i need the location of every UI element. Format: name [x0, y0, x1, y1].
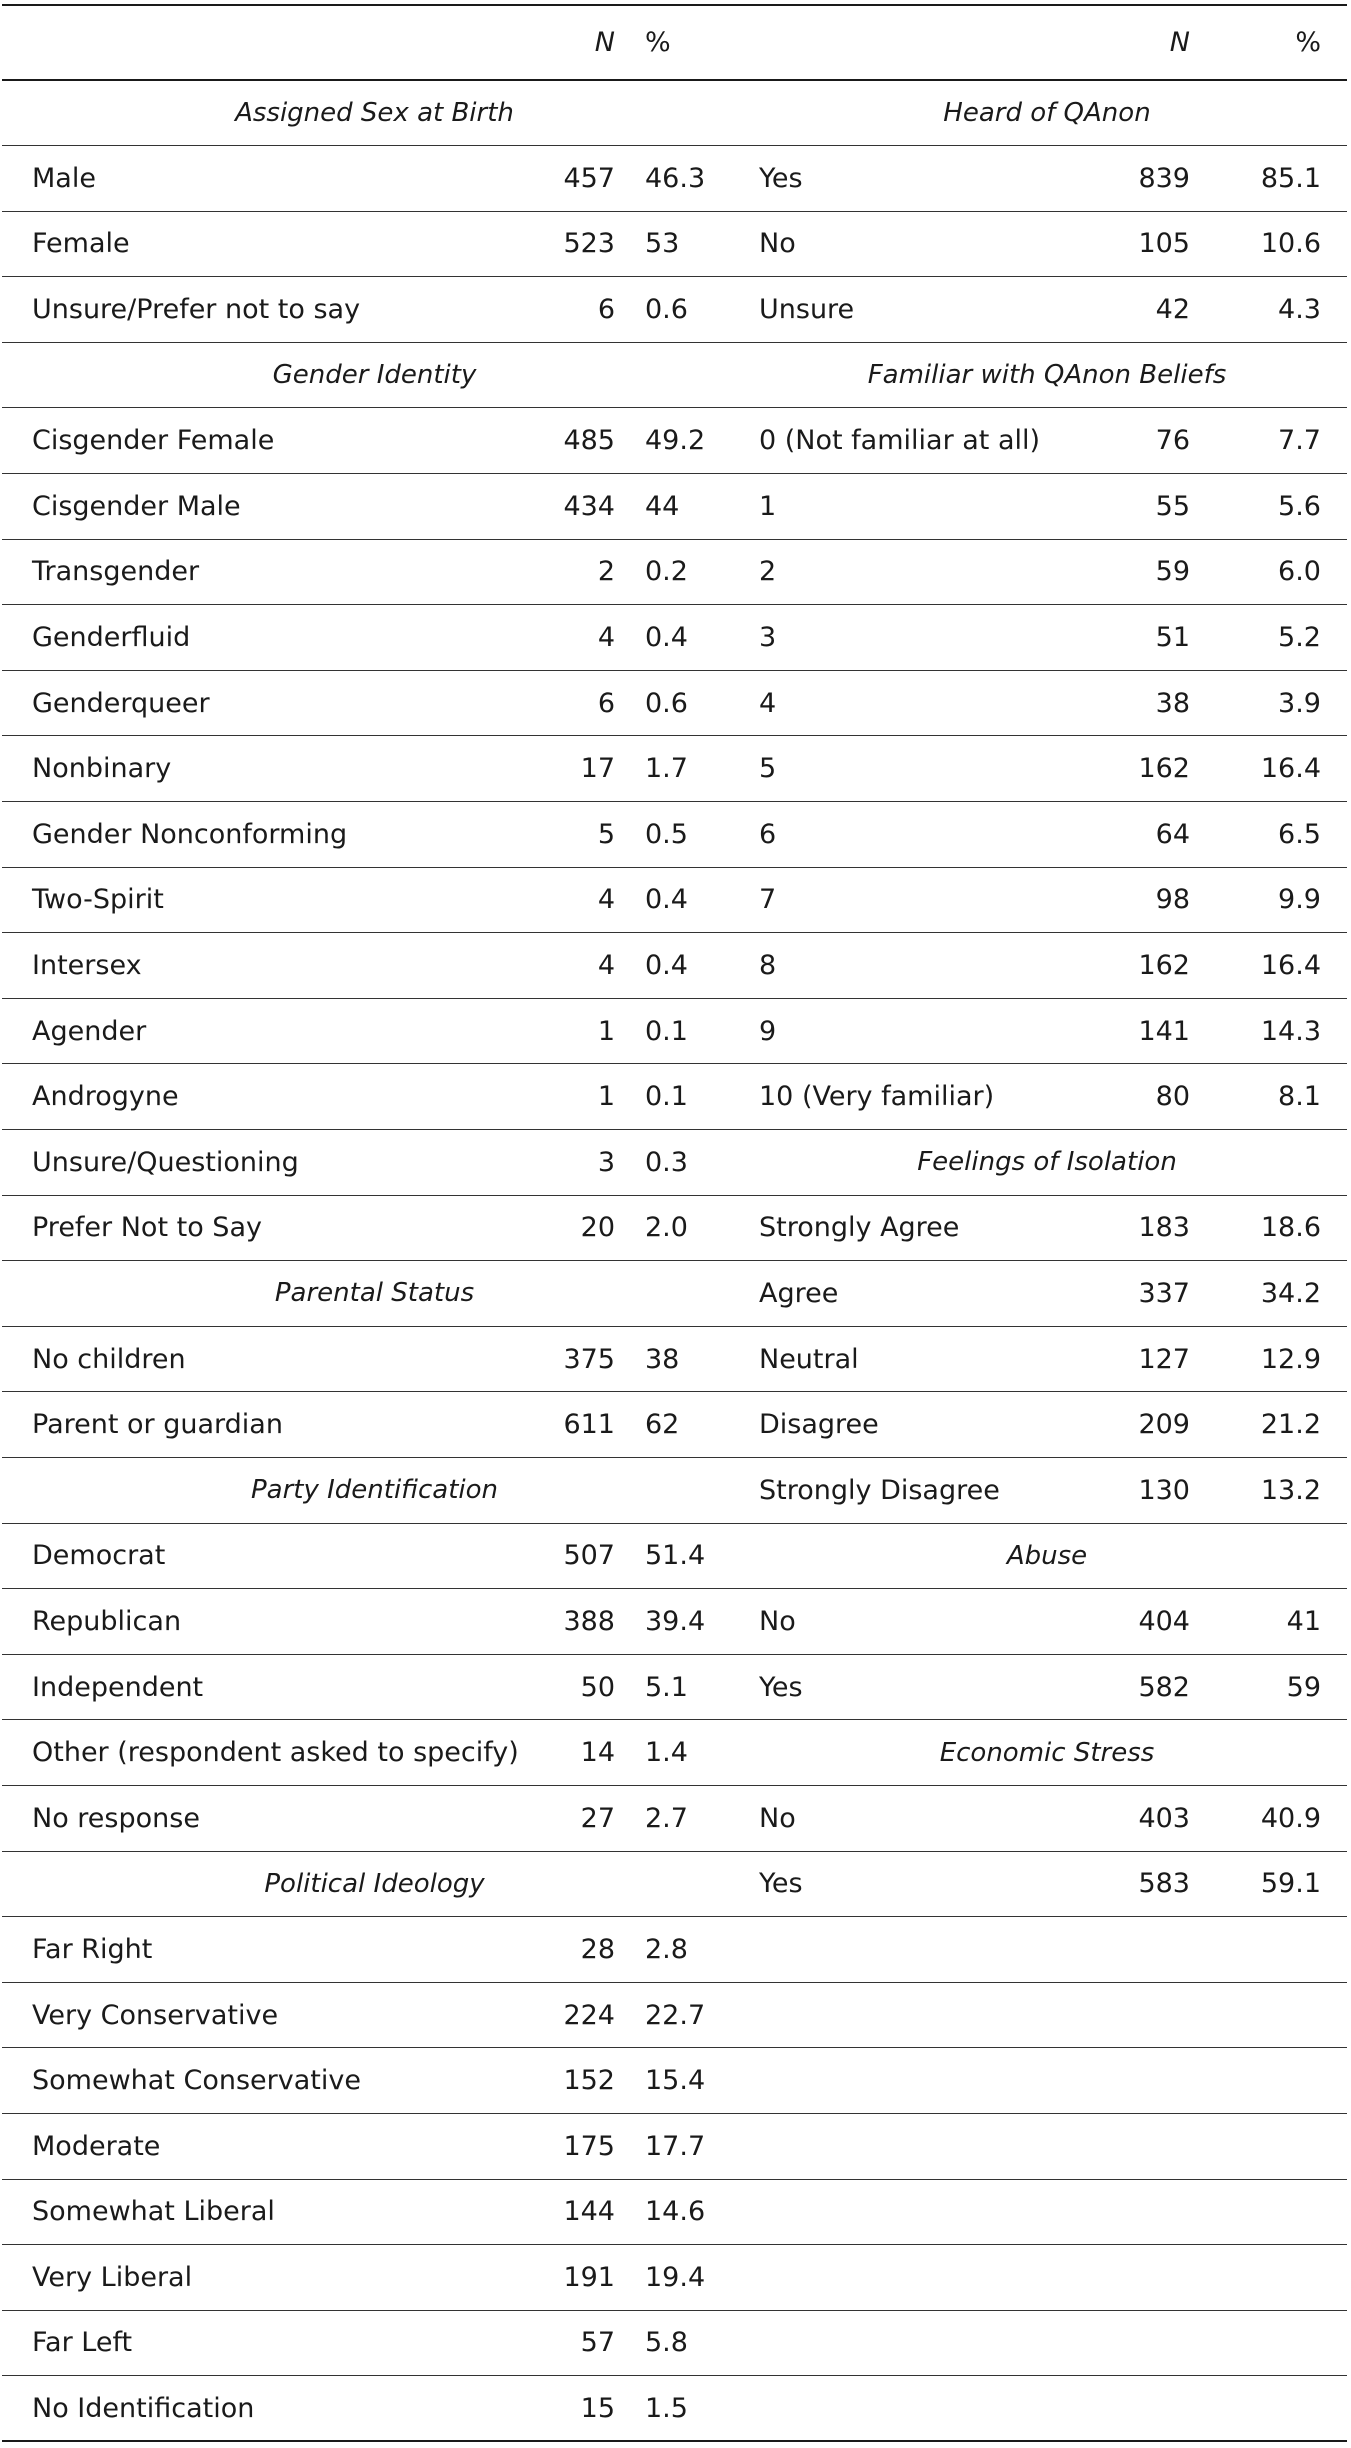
- table-row: [2, 277, 1347, 343]
- table-row: [2, 474, 1347, 540]
- left-count-cell: 507: [532, 1523, 627, 1589]
- right-percent-cell: 4.3: [1202, 277, 1347, 343]
- table-row: [2, 1392, 1347, 1458]
- left-count-cell: 2: [532, 539, 627, 605]
- left-row-label: Democrat: [2, 1523, 532, 1589]
- right-count-cell: 98: [1097, 867, 1202, 933]
- right-row-label: 4: [747, 670, 1097, 736]
- table-row: [2, 1130, 1347, 1196]
- table-row: [2, 2113, 1347, 2179]
- right-row-label: Strongly Disagree: [747, 1457, 1097, 1523]
- left-count-cell: 375: [532, 1326, 627, 1392]
- right-count-cell: 162: [1097, 933, 1202, 999]
- table-row: [2, 802, 1347, 868]
- right-row-label: No: [747, 1785, 1097, 1851]
- right-row-label: 2: [747, 539, 1097, 605]
- table-row: [2, 1785, 1347, 1851]
- left-row-label: Very Conservative: [2, 1982, 532, 2048]
- right-count-cell: 337: [1097, 1261, 1202, 1327]
- left-percent-cell: 2.8: [627, 1917, 747, 1983]
- right-percent-cell: 16.4: [1202, 736, 1347, 802]
- left-row-label: Agender: [2, 998, 532, 1064]
- header-blank-left: [2, 5, 532, 80]
- right-row-label: 0 (Not familiar at all): [747, 408, 1097, 474]
- right-row-label: 8: [747, 933, 1097, 999]
- right-row-label: No: [747, 211, 1097, 277]
- table-row: [2, 2376, 1347, 2442]
- right-empty-cell: [747, 2376, 1347, 2442]
- left-row-label: Nonbinary: [2, 736, 532, 802]
- left-percent-cell: 1.5: [627, 2376, 747, 2442]
- right-count-cell: 130: [1097, 1457, 1202, 1523]
- table-row: [2, 408, 1347, 474]
- right-percent-cell: 7.7: [1202, 408, 1347, 474]
- left-percent-cell: 0.4: [627, 867, 747, 933]
- left-section-heading: Assigned Sex at Birth: [2, 80, 747, 146]
- right-row-label: Disagree: [747, 1392, 1097, 1458]
- right-percent-cell: 16.4: [1202, 933, 1347, 999]
- left-count-cell: 152: [532, 2048, 627, 2114]
- left-count-cell: 457: [532, 146, 627, 212]
- table-row: [2, 605, 1347, 671]
- right-percent-cell: 18.6: [1202, 1195, 1347, 1261]
- left-percent-cell: 0.1: [627, 1064, 747, 1130]
- table-row: [2, 1064, 1347, 1130]
- left-count-cell: 434: [532, 474, 627, 540]
- right-percent-cell: 41: [1202, 1589, 1347, 1655]
- left-percent-cell: 0.5: [627, 802, 747, 868]
- left-row-label: Parent or guardian: [2, 1392, 532, 1458]
- left-percent-cell: 22.7: [627, 1982, 747, 2048]
- table-row: [2, 1523, 1347, 1589]
- right-percent-cell: 12.9: [1202, 1326, 1347, 1392]
- left-percent-cell: 19.4: [627, 2245, 747, 2311]
- right-empty-cell: [747, 2245, 1347, 2311]
- right-percent-cell: 34.2: [1202, 1261, 1347, 1327]
- right-row-label: No: [747, 1589, 1097, 1655]
- left-row-label: Genderqueer: [2, 670, 532, 736]
- left-percent-cell: 5.1: [627, 1654, 747, 1720]
- left-row-label: Prefer Not to Say: [2, 1195, 532, 1261]
- table-row: [2, 1457, 1347, 1523]
- left-count-cell: 388: [532, 1589, 627, 1655]
- right-percent-cell: 6.5: [1202, 802, 1347, 868]
- right-count-cell: 76: [1097, 408, 1202, 474]
- left-count-cell: 224: [532, 1982, 627, 2048]
- left-count-cell: 485: [532, 408, 627, 474]
- left-count-cell: 4: [532, 867, 627, 933]
- table-row: [2, 1195, 1347, 1261]
- table-row: [2, 998, 1347, 1064]
- left-percent-cell: 0.4: [627, 605, 747, 671]
- left-count-cell: 6: [532, 670, 627, 736]
- left-percent-cell: 51.4: [627, 1523, 747, 1589]
- left-percent-cell: 39.4: [627, 1589, 747, 1655]
- left-percent-cell: 5.8: [627, 2310, 747, 2376]
- header-pct-left: %: [627, 5, 747, 80]
- left-row-label: Cisgender Female: [2, 408, 532, 474]
- right-count-cell: 59: [1097, 539, 1202, 605]
- right-count-cell: 42: [1097, 277, 1202, 343]
- left-row-label: Androgyne: [2, 1064, 532, 1130]
- right-row-label: Yes: [747, 1851, 1097, 1917]
- table-row: [2, 1261, 1347, 1327]
- right-empty-cell: [747, 1917, 1347, 1983]
- right-row-label: Yes: [747, 1654, 1097, 1720]
- left-percent-cell: 1.4: [627, 1720, 747, 1786]
- left-count-cell: 17: [532, 736, 627, 802]
- left-percent-cell: 49.2: [627, 408, 747, 474]
- left-row-label: Republican: [2, 1589, 532, 1655]
- left-row-label: Other (respondent asked to specify): [2, 1720, 532, 1786]
- right-section-heading: Economic Stress: [747, 1720, 1347, 1786]
- left-percent-cell: 0.6: [627, 670, 747, 736]
- left-row-label: Unsure/Prefer not to say: [2, 277, 532, 343]
- left-row-label: Genderfluid: [2, 605, 532, 671]
- right-count-cell: 183: [1097, 1195, 1202, 1261]
- right-percent-cell: 6.0: [1202, 539, 1347, 605]
- table-row: [2, 2245, 1347, 2311]
- table-row: [2, 2179, 1347, 2245]
- left-percent-cell: 14.6: [627, 2179, 747, 2245]
- right-count-cell: 64: [1097, 802, 1202, 868]
- table-row: [2, 2048, 1347, 2114]
- right-count-cell: 141: [1097, 998, 1202, 1064]
- left-count-cell: 14: [532, 1720, 627, 1786]
- left-row-label: Cisgender Male: [2, 474, 532, 540]
- header-pct-right: %: [1202, 5, 1347, 80]
- right-row-label: Unsure: [747, 277, 1097, 343]
- right-count-cell: 105: [1097, 211, 1202, 277]
- left-row-label: Moderate: [2, 2113, 532, 2179]
- left-row-label: Intersex: [2, 933, 532, 999]
- left-section-heading: Party Identification: [2, 1457, 747, 1523]
- table-row: [2, 867, 1347, 933]
- left-count-cell: 144: [532, 2179, 627, 2245]
- right-percent-cell: 21.2: [1202, 1392, 1347, 1458]
- header-n-right: N: [1097, 5, 1202, 80]
- right-row-label: 6: [747, 802, 1097, 868]
- left-count-cell: 523: [532, 211, 627, 277]
- right-count-cell: 38: [1097, 670, 1202, 736]
- left-count-cell: 4: [532, 605, 627, 671]
- left-row-label: Gender Nonconforming: [2, 802, 532, 868]
- right-count-cell: 582: [1097, 1654, 1202, 1720]
- right-percent-cell: 3.9: [1202, 670, 1347, 736]
- table-row: [2, 211, 1347, 277]
- left-row-label: Somewhat Conservative: [2, 2048, 532, 2114]
- left-row-label: Far Left: [2, 2310, 532, 2376]
- left-row-label: Two-Spirit: [2, 867, 532, 933]
- left-section-heading: Political Ideology: [2, 1851, 747, 1917]
- right-row-label: 3: [747, 605, 1097, 671]
- right-section-heading: Feelings of Isolation: [747, 1130, 1347, 1196]
- left-count-cell: 611: [532, 1392, 627, 1458]
- right-row-label: 10 (Very familiar): [747, 1064, 1097, 1130]
- left-percent-cell: 46.3: [627, 146, 747, 212]
- right-empty-cell: [747, 2048, 1347, 2114]
- table-row: [2, 1982, 1347, 2048]
- left-row-label: Male: [2, 146, 532, 212]
- left-section-heading: Gender Identity: [2, 342, 747, 408]
- right-section-heading: Familiar with QAnon Beliefs: [747, 342, 1347, 408]
- right-percent-cell: 10.6: [1202, 211, 1347, 277]
- left-count-cell: 50: [532, 1654, 627, 1720]
- right-percent-cell: 9.9: [1202, 867, 1347, 933]
- left-row-label: No response: [2, 1785, 532, 1851]
- right-count-cell: 403: [1097, 1785, 1202, 1851]
- left-percent-cell: 0.2: [627, 539, 747, 605]
- header-n-left: N: [532, 5, 627, 80]
- left-count-cell: 175: [532, 2113, 627, 2179]
- left-row-label: Transgender: [2, 539, 532, 605]
- left-count-cell: 57: [532, 2310, 627, 2376]
- left-count-cell: 28: [532, 1917, 627, 1983]
- left-percent-cell: 44: [627, 474, 747, 540]
- right-row-label: Strongly Agree: [747, 1195, 1097, 1261]
- table-row: [2, 1326, 1347, 1392]
- right-percent-cell: 14.3: [1202, 998, 1347, 1064]
- left-row-label: Female: [2, 211, 532, 277]
- right-row-label: Neutral: [747, 1326, 1097, 1392]
- right-count-cell: 583: [1097, 1851, 1202, 1917]
- left-section-heading: Parental Status: [2, 1261, 747, 1327]
- left-percent-cell: 0.4: [627, 933, 747, 999]
- left-count-cell: 1: [532, 1064, 627, 1130]
- right-count-cell: 404: [1097, 1589, 1202, 1655]
- left-percent-cell: 53: [627, 211, 747, 277]
- left-count-cell: 6: [532, 277, 627, 343]
- table-row: [2, 1917, 1347, 1983]
- left-percent-cell: 17.7: [627, 2113, 747, 2179]
- left-row-label: Very Liberal: [2, 2245, 532, 2311]
- table-row: [2, 1589, 1347, 1655]
- right-section-heading: Abuse: [747, 1523, 1347, 1589]
- left-row-label: No children: [2, 1326, 532, 1392]
- right-percent-cell: 13.2: [1202, 1457, 1347, 1523]
- right-count-cell: 55: [1097, 474, 1202, 540]
- left-percent-cell: 15.4: [627, 2048, 747, 2114]
- right-percent-cell: 59: [1202, 1654, 1347, 1720]
- right-row-label: 9: [747, 998, 1097, 1064]
- right-count-cell: 839: [1097, 146, 1202, 212]
- table-row: [2, 2310, 1347, 2376]
- right-percent-cell: 5.2: [1202, 605, 1347, 671]
- header-blank-right: [747, 5, 1097, 80]
- right-percent-cell: 59.1: [1202, 1851, 1347, 1917]
- left-percent-cell: 0.3: [627, 1130, 747, 1196]
- left-row-label: Independent: [2, 1654, 532, 1720]
- left-row-label: Far Right: [2, 1917, 532, 1983]
- table-row: [2, 342, 1347, 408]
- right-empty-cell: [747, 1982, 1347, 2048]
- right-percent-cell: 40.9: [1202, 1785, 1347, 1851]
- table-row: [2, 736, 1347, 802]
- table-row: [2, 933, 1347, 999]
- left-percent-cell: 0.1: [627, 998, 747, 1064]
- table-row: [2, 1654, 1347, 1720]
- left-percent-cell: 0.6: [627, 277, 747, 343]
- right-count-cell: 127: [1097, 1326, 1202, 1392]
- table-row: [2, 1720, 1347, 1786]
- table-row: [2, 670, 1347, 736]
- table-body: [2, 80, 1347, 2441]
- left-count-cell: 4: [532, 933, 627, 999]
- right-count-cell: 51: [1097, 605, 1202, 671]
- left-count-cell: 20: [532, 1195, 627, 1261]
- right-empty-cell: [747, 2113, 1347, 2179]
- table-row: [2, 1851, 1347, 1917]
- table-row: [2, 146, 1347, 212]
- left-percent-cell: 38: [627, 1326, 747, 1392]
- left-count-cell: 1: [532, 998, 627, 1064]
- right-section-heading: Heard of QAnon: [747, 80, 1347, 146]
- right-percent-cell: 8.1: [1202, 1064, 1347, 1130]
- demographics-table: [2, 4, 1347, 2442]
- right-row-label: Yes: [747, 146, 1097, 212]
- left-percent-cell: 2.0: [627, 1195, 747, 1261]
- left-row-label: Somewhat Liberal: [2, 2179, 532, 2245]
- right-percent-cell: 5.6: [1202, 474, 1347, 540]
- right-count-cell: 80: [1097, 1064, 1202, 1130]
- table-row: [2, 539, 1347, 605]
- left-row-label: Unsure/Questioning: [2, 1130, 532, 1196]
- right-percent-cell: 85.1: [1202, 146, 1347, 212]
- right-empty-cell: [747, 2179, 1347, 2245]
- right-row-label: 1: [747, 474, 1097, 540]
- left-count-cell: 15: [532, 2376, 627, 2442]
- left-count-cell: 191: [532, 2245, 627, 2311]
- left-row-label: No Identification: [2, 2376, 532, 2442]
- right-count-cell: 209: [1097, 1392, 1202, 1458]
- header-row: [2, 5, 1347, 80]
- right-empty-cell: [747, 2310, 1347, 2376]
- table-row: [2, 80, 1347, 146]
- right-row-label: 7: [747, 867, 1097, 933]
- left-percent-cell: 2.7: [627, 1785, 747, 1851]
- right-row-label: 5: [747, 736, 1097, 802]
- left-count-cell: 27: [532, 1785, 627, 1851]
- right-count-cell: 162: [1097, 736, 1202, 802]
- left-count-cell: 5: [532, 802, 627, 868]
- left-count-cell: 3: [532, 1130, 627, 1196]
- left-percent-cell: 62: [627, 1392, 747, 1458]
- right-row-label: Agree: [747, 1261, 1097, 1327]
- left-percent-cell: 1.7: [627, 736, 747, 802]
